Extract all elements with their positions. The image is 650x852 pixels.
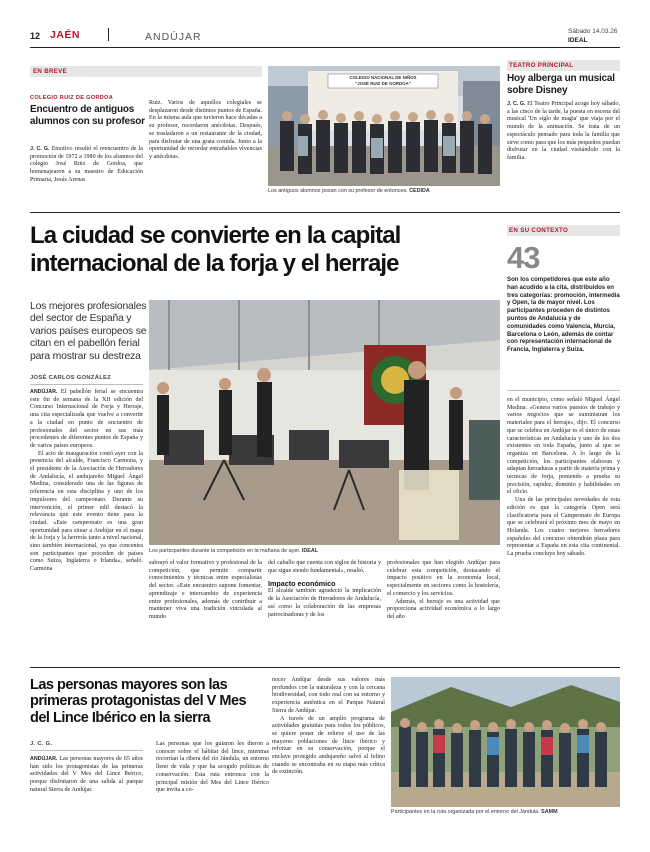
main-col4 <box>387 560 500 622</box>
top-section-rule <box>30 212 620 213</box>
bottom-section-rule <box>30 667 620 668</box>
theatre-byline: J. C. G. <box>507 101 526 107</box>
brief-sign-line2: "JOSÉ RUIZ DE GORDOA" <box>355 81 411 86</box>
main-col4-text: profesionales que han elegido Andújar para celebrar esta competición, destacando el impacto positivo en la economía local, especialmente en sectores como la hostelería, el comercio y los servicios. <box>387 560 500 597</box>
theatre-title: Hoy alberga un musical sobre Disney <box>507 73 615 96</box>
page-number: 12 <box>30 31 41 41</box>
brief-byline: J. C. G. <box>30 146 50 152</box>
main-photo <box>149 300 500 545</box>
byline-rule <box>30 384 143 385</box>
main-col1-para2: El acto de inauguración contó ayer con la presencia del alcalde, Francisco Carmona, y el presidente de la Asociación de Herradores de Andalucía, el andujareño Miguel Ángel Medina, considerado una de las figuras de referencia en esta disciplina y uno de los impulsores del campeonato. Durante su intervención, el primer edil destacó la relevancia que este evento tiene para la ciudad. «Este campeonato es una gran oportunidad para situar a Andújar en el mapa de la forja y la herrería tanto a nivel nacional, sino también internacional, ya que concentra son participantes que proceden de países como Suiza, Inglaterra o Irlanda», señaló. Carmona <box>30 450 143 573</box>
context-rule <box>507 390 620 391</box>
newspaper-name: IDEAL <box>568 37 588 44</box>
main-subhead: Los mejores profesionales del sector de España y varios países europeos se citan en el pabellón ferial para mostrar su destreza <box>30 301 147 362</box>
right-col-text <box>507 397 620 559</box>
brief-caption-text: Los antiguos alumnos posan con su profesor de entonces. <box>268 188 408 194</box>
seniors-col3-para2: A través de un amplio programa de actividades gratuitas para todos los públicos, se quiere poner de relieve el uso de las mayores poblaciones de lince ibérico y reforzar en su conservación, porque el enclave protegido andujareño salvó al felino cuando se encontraba en su etapa más crítica de extinción. <box>272 715 385 776</box>
brief-col1-text: Emotivo resultó el reencuentro de la promoción de 1972 a 1980 de los alumnos del colegio José Ruiz de Gordoa, que homenajearon a su maestro de Educación Primaria, Jesús Arenas <box>30 146 144 183</box>
seniors-col3-text: nocer Andújar desde sus valores más profundos con la naturaleza y con la cercana biodiversidad, con todo real con su entorno y experiencia auténtica en el Parque Natural Sierra de Andújar. <box>272 677 385 714</box>
brief-title: Encuentro de antiguos alumnos con su profesor <box>30 104 145 127</box>
seniors-col1 <box>30 756 143 795</box>
seniors-photo-caption <box>391 809 620 816</box>
main-caption-text: Los participantes durante la competición en la mañana de ayer. <box>149 548 301 554</box>
header-rule <box>30 47 620 48</box>
main-col1 <box>30 389 143 574</box>
brief-photo <box>268 66 500 186</box>
main-byline: JOSÉ CARLOS GONZÁLEZ <box>30 375 112 381</box>
seniors-byline-rule <box>30 750 143 751</box>
theatre-body <box>507 101 620 163</box>
seniors-byline: J. C. G. <box>30 741 53 747</box>
brief-col1 <box>30 146 143 185</box>
seniors-caption-credit: SAMM <box>541 809 558 815</box>
brief-col2: Ruiz. Varios de aquellos colegiales se desplazaron desde distintos puntos de España. En la misma aula que tuvieron hace décadas a su profesor, recordaron anécdotas. Después, se trasladaron a un restaurante de la ciudad, para disfrutar de una grata comida. Junto a la oportunidad de recordar entrañables vivencias y anécdotas. <box>149 100 262 160</box>
main-col4-para2: Además, el herraje es una actividad que proporciona actividad económica a lo largo del año <box>387 598 500 620</box>
main-col3-text: del caballo que cuenta con siglos de historia y que sigue siendo fundamental», resaltó. <box>268 560 381 574</box>
brief-sign-line1: COLEGIO NACIONAL DE NIÑOS <box>349 75 417 80</box>
seniors-caption-text: Participantes en la ruta organizada por el entorno del Jándula. <box>391 809 540 815</box>
locality-label: ANDÚJAR <box>145 31 202 43</box>
main-col3-para2: El alcalde también agradeció la implicación de la Asociación de Herradores de Andalucía, así como la colaboración de las empresas patrocinadoras y de los <box>268 588 381 618</box>
seniors-col2: Las personas que los guiaron les dieron a conocer sobre el hábitat del lince, mientras recorrían la ribera del río Jándula, un entorno lleno de vida y que ha acogido políticas de conservación. Esta ruta entronca con la principal misión del Mes del Lince Ibérico que invita a co- <box>156 741 269 794</box>
header-date: Sábado 14.03.26 <box>568 28 618 35</box>
section-label: JAÉN <box>50 29 81 41</box>
seniors-col3 <box>272 677 385 777</box>
context-text: Son los competidores que este año han acudido a la cita, distribuidos en tres categorías: promoción, intermedia y Open, la de mayor nivel. Los participantes proceden de distintos puntos de Andalucía y de comunidades como Valencia, Murcia, Barcelona o León, además de contar con representación internacional de Francia, Inglaterra y Suiza. <box>507 276 620 354</box>
theatre-text: El Teatro Principal acoge hoy sábado, a las cinco de la tarde, la puesta en escena del musical 'Un siglo de magia' que viaja por el mundo de la animación. Se trata de un espectáculo pensado para toda la familia que sirve como para que los más pequeños puedan disfrutar en la ciudad visitándolo con la familia. <box>507 101 620 161</box>
seniors-col1-text: Las personas mayores de 65 años han sido los protagonistas de las primeras actividades del V Mes del Lince Ibérico, porque disfrutaron de una salida al parque natural Sierra de Andújar. <box>30 756 143 793</box>
right-col-para1: en el municipio, como señaló Miguel Ángel Medina. «Genera varios puestos de trabajo y varios negocios que se suministran los materiales para el herraje», dijo. El concurso que se celebra en Andújar es el único de estas características en Andalucía y uno de los dos existentes en toda España, junto al que se organiza en Barcelona. A lo largo de la competición, los participantes elaboran y adaptan herraduras a partir de materia prima y técnicas de forja, poniendo a prueba su precisión, rapidez, dominio y habilidades en el oficio. <box>507 397 620 496</box>
context-big-number: 43 <box>507 240 540 275</box>
right-col-para2: Una de las principales novedades de esta edición es que la categoría Open será clasificatoria para el Campeonato de Europa que se celebrará el próximo mes de mayo en Holanda. Los cuatro mejores herradores españoles del concurso obtendrán plaza para representar a España en esta cita continental. La prueba concluye hoy sábado. <box>507 497 620 558</box>
main-dateline: ANDÚJAR. <box>30 389 58 395</box>
main-caption-credit: IDEAL <box>301 548 319 554</box>
impact-heading: Impacto económico <box>268 579 336 589</box>
seniors-headline: Las personas mayores son las primeras protagonistas del V Mes del Lince Ibérico en la sierra <box>30 677 247 726</box>
main-col3 <box>268 560 381 619</box>
brief-caption-credit: CEDIDA <box>409 188 430 194</box>
section-divider <box>108 28 109 41</box>
brief-band-label: EN BREVE <box>33 68 68 75</box>
context-band-label: EN SU CONTEXTO <box>509 227 569 234</box>
main-col2: subrayó el valor formativo y profesional de la competición, que permite compartir conocimientos y técnicas entre especialistas del sector. «Este encuentro supone fomentar, aprendizaje e intercambio de experiencia entre profesionales, además de contribuir a mantener viva una tradición vinculada al mundo <box>149 560 262 620</box>
brief-photo-caption <box>268 188 500 195</box>
theatre-band-label: TEATRO PRINCIPAL <box>509 62 574 69</box>
main-headline: La ciudad se convierte en la capital internacional de la forja y el herraje <box>30 222 401 277</box>
main-photo-caption <box>149 548 500 555</box>
seniors-photo <box>391 677 620 807</box>
main-col1-text: El pabellón ferial se encuentra este fin de semana de la XII edición del Concurso Internacional de Forja y Herraje, una cita especializada que vuelve a convertir a la ciudad en punto de encuentro de profesionales del sector en sus más procedentes de diferentes puntos de España y de varios países europeos. <box>30 389 143 449</box>
brief-kicker: COLEGIO RUIZ DE GORDOA <box>30 95 114 101</box>
seniors-dateline: ANDÚJAR. <box>30 756 58 762</box>
